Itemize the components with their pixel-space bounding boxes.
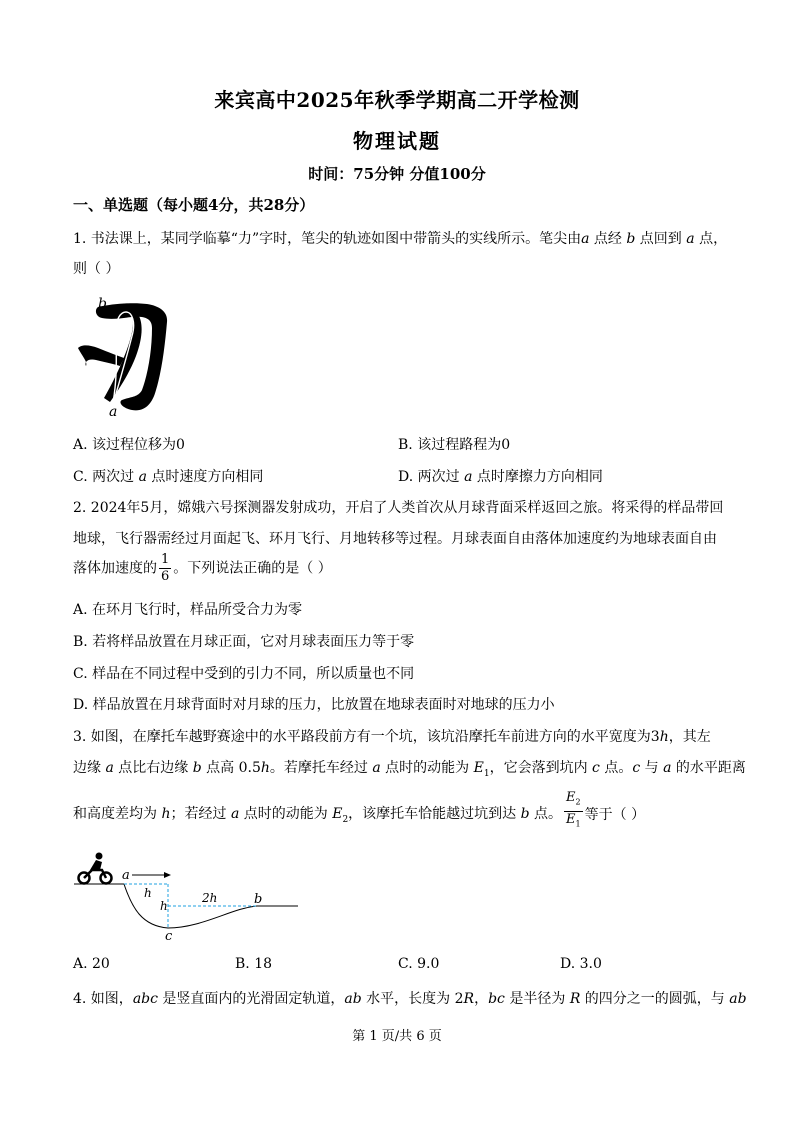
q2-stem-line1: 2. 2024年5月，嫦娥六号探测器发射成功，开启了人类首次从月球背面采样返回之旅。将采得的样品带回 bbox=[73, 500, 724, 516]
q1-stem-line2: 则（ ） bbox=[73, 261, 120, 277]
q3-fig-label-2h: 2h bbox=[202, 891, 218, 905]
q2-stem-line3: 落体加速度的 $\frac{1}{6}$ 。下列说法正确的是（ ） bbox=[73, 552, 332, 584]
q2-option-b: B. 若将样品放置在月球正面，它对月球表面压力等于零 bbox=[73, 634, 415, 650]
q3-fig-label-c: c bbox=[165, 929, 173, 943]
motorcycle-icon bbox=[79, 853, 112, 884]
q3-option-c: C. 9.0 bbox=[398, 956, 440, 972]
q1-option-b: B. 该过程路程为0 bbox=[398, 437, 511, 453]
q2-option-c: C. 样品在不同过程中受到的引力不同，所以质量也不同 bbox=[73, 666, 415, 682]
q2-fraction: $\frac{1}{6}$ bbox=[161, 552, 170, 584]
q3-fig-label-a: a bbox=[122, 868, 130, 883]
q1-fig-label-a: a bbox=[109, 404, 118, 420]
q3-stem-line1: 3. 如图，在摩托车越野赛途中的水平路段前方有一个坑，该坑沿摩托车前进方向的水平宽度为3h，其左 bbox=[73, 729, 711, 745]
q2-option-a: A. 在环月飞行时，样品所受合力为零 bbox=[73, 602, 303, 618]
q2-option-d: D. 样品放置在月球背面时对月球的压力，比放置在地球表面时对地球的压力小 bbox=[73, 697, 555, 713]
q1-option-c: C. 两次过 a 点时速度方向相同 bbox=[73, 469, 264, 485]
q3-option-a: A. 20 bbox=[73, 956, 110, 972]
q3-fraction-e2-e1: $\frac{E_2}{E_1}$ bbox=[566, 790, 581, 829]
q3-option-b: B. 18 bbox=[235, 956, 273, 972]
q3-figure-pit bbox=[72, 848, 307, 943]
q3-stem-line3: 和高度差均为 h；若经过 a 点时的动能为 $E_2$，该摩托车恰能越过坑到达 b 点。 $\frac{E_2}{E_1}$ 等于（ ） bbox=[73, 790, 645, 832]
q3-stem-line2: 边缘 a 点比右边缘 b 点高 0.5h。若摩托车经过 a 点时的动能为 $E_1$，它会落到坑内 c 点。c 与 a 的水平距离 bbox=[73, 760, 746, 779]
q1-option-d: D. 两次过 a 点时摩擦力方向相同 bbox=[398, 469, 603, 485]
q3-fig-label-h2: h bbox=[160, 899, 168, 913]
q2-stem-line2: 地球，飞行器需经过月面起飞、环月飞行、月地转移等过程。月球表面自由落体加速度约为地球表面自由 bbox=[73, 531, 717, 547]
q1-fig-label-b: b bbox=[98, 296, 107, 312]
q3-fig-label-b: b bbox=[254, 892, 263, 907]
q1-figure-li-character bbox=[72, 290, 182, 420]
q4-stem-line1: 4. 如图，abc 是竖直面内的光滑固定轨道，ab 水平，长度为 2R，bc 是半径为 R 的四分之一的圆弧，与 ab bbox=[73, 991, 747, 1007]
exam-title: 来宾高中2025年秋季学期高二开学检测 bbox=[214, 88, 580, 112]
section-title: 一、单选题（每小题4分，共28分） bbox=[73, 196, 315, 214]
q3-option-d: D. 3.0 bbox=[560, 956, 602, 972]
q3-fig-label-h1: h bbox=[144, 886, 152, 900]
q1-stem-line1: 1. 书法课上，某同学临摹“力”字时，笔尖的轨迹如图中带箭头的实线所示。笔尖由a 点经 b 点回到 a 点， bbox=[73, 231, 728, 247]
page-footer: 第 1 页/共 6 页 bbox=[352, 1029, 442, 1044]
exam-subject: 物理试题 bbox=[353, 129, 441, 153]
q1-option-a: A. 该过程位移为0 bbox=[73, 437, 185, 453]
exam-time-score: 时间：75分钟 分值100分 bbox=[308, 165, 486, 183]
